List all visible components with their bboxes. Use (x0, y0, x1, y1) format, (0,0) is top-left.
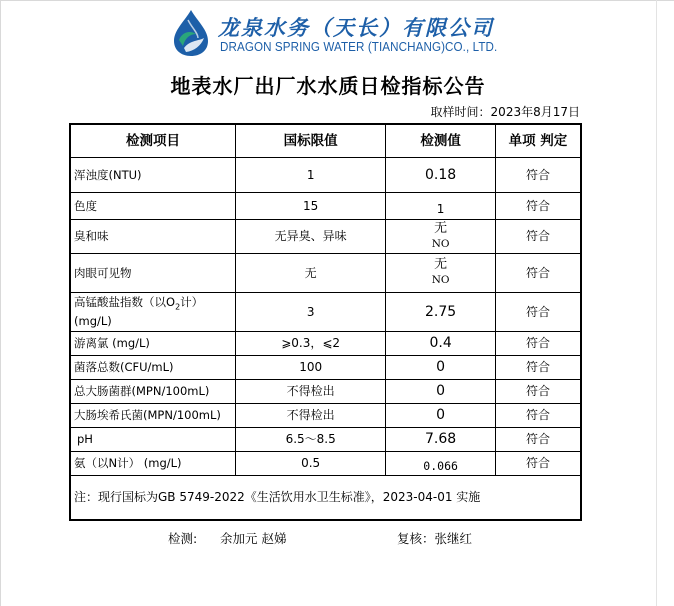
row-item: 总大肠菌群(MPN/100mL) (70, 379, 235, 403)
item-text-a: 高锰酸盐指数（以O (74, 294, 176, 309)
row-judgment: 符合 (495, 253, 581, 292)
result-en: NO (431, 274, 450, 286)
report-title: 地表水厂出厂水水质日检指标公告 (170, 74, 486, 98)
row-result: 0.18 (386, 157, 496, 192)
row-limit: 无 (235, 253, 385, 292)
row-limit: 1 (235, 157, 385, 192)
row-item: 肉眼可见物 (70, 253, 235, 292)
row-item: 游离氯 (mg/L) (70, 331, 235, 355)
company-name-cn: 龙泉水务（天长）有限公司 (218, 15, 494, 40)
table-row (70, 427, 581, 451)
result-cn: 无 (434, 220, 448, 236)
row-limit: 100 (235, 355, 385, 379)
header-judgment: 单项 判定 (495, 124, 581, 157)
row-item: 臭和味 (70, 219, 235, 253)
row-item: 氨（以N计） (mg/L) (70, 451, 235, 475)
header-limit: 国标限值 (235, 124, 385, 157)
item-subscript: 2 (175, 302, 181, 312)
row-result (386, 219, 496, 253)
standard-note: 注：现行国标为GB 5749-2022《生活饮用水卫生标准》，2023-04-01 实施 (70, 475, 581, 520)
table-row (70, 292, 581, 331)
row-judgment: 符合 (495, 355, 581, 379)
table-row (70, 355, 581, 379)
result-cn: 无 (434, 257, 448, 272)
row-result: 7.68 (386, 427, 496, 451)
row-item: 浑浊度(NTU) (70, 157, 235, 192)
item-text-b: 计） (180, 294, 204, 309)
table-row (70, 403, 581, 427)
water-quality-table (69, 123, 582, 521)
result-en: NO (431, 237, 450, 250)
row-judgment: 符合 (495, 157, 581, 192)
sample-time (431, 103, 580, 120)
row-judgment: 符合 (495, 219, 581, 253)
row-limit: 6.5～8.5 (235, 427, 385, 451)
row-result: 0 (386, 355, 496, 379)
row-result: 2.75 (386, 292, 496, 331)
row-item: 菌落总数(CFU/mL) (70, 355, 235, 379)
sheet-right-line (656, 0, 657, 606)
row-item: 大肠埃希氏菌(MPN/100mL) (70, 403, 235, 427)
water-drop-logo-icon (168, 8, 214, 58)
row-limit: 15 (235, 192, 385, 219)
row-result: 0 (386, 379, 496, 403)
row-result: 1 (386, 192, 496, 219)
row-limit: ⩾0.3，⩽2 (235, 331, 385, 355)
row-limit: 不得检出 (235, 379, 385, 403)
row-judgment: 符合 (495, 379, 581, 403)
table-row (70, 192, 581, 219)
table-row (70, 157, 581, 192)
row-limit: 不得检出 (235, 403, 385, 427)
row-result: 0.066 (386, 451, 496, 475)
company-logo (168, 8, 498, 60)
check-label: 检测: (168, 531, 198, 546)
sheet-top-line (0, 0, 674, 1)
table-row (70, 451, 581, 475)
row-judgment: 符合 (495, 427, 581, 451)
row-result: 0.4 (386, 331, 496, 355)
row-item: 色度 (70, 192, 235, 219)
table-row (70, 219, 581, 253)
table-header-row (70, 124, 581, 157)
check-names: 余加元 赵娣 (220, 531, 287, 546)
table-row (70, 331, 581, 355)
sample-time-value: 2023年8月17日 (490, 105, 580, 119)
row-judgment: 符合 (495, 331, 581, 355)
row-limit: 0.5 (235, 451, 385, 475)
row-limit: 无异臭、异味 (235, 219, 385, 253)
table-row (70, 379, 581, 403)
company-name-en: DRAGON SPRING WATER (TIANCHANG)CO., LTD. (220, 40, 498, 54)
row-judgment: 符合 (495, 451, 581, 475)
row-judgment: 符合 (495, 292, 581, 331)
review-signature: 复核：张继红 (397, 531, 473, 546)
row-limit: 3 (235, 292, 385, 331)
header-item: 检测项目 (70, 124, 235, 157)
row-result: 0 (386, 403, 496, 427)
row-result (386, 253, 496, 292)
row-judgment: 符合 (495, 192, 581, 219)
item-text-c: (mg/L) (74, 314, 112, 329)
row-judgment: 符合 (495, 403, 581, 427)
table-note-row (70, 475, 581, 520)
table-row (70, 253, 581, 292)
header-result: 检测值 (386, 124, 496, 157)
row-item: pH (70, 427, 235, 451)
row-item (70, 292, 235, 331)
sample-time-label: 取样时间： (430, 105, 491, 119)
